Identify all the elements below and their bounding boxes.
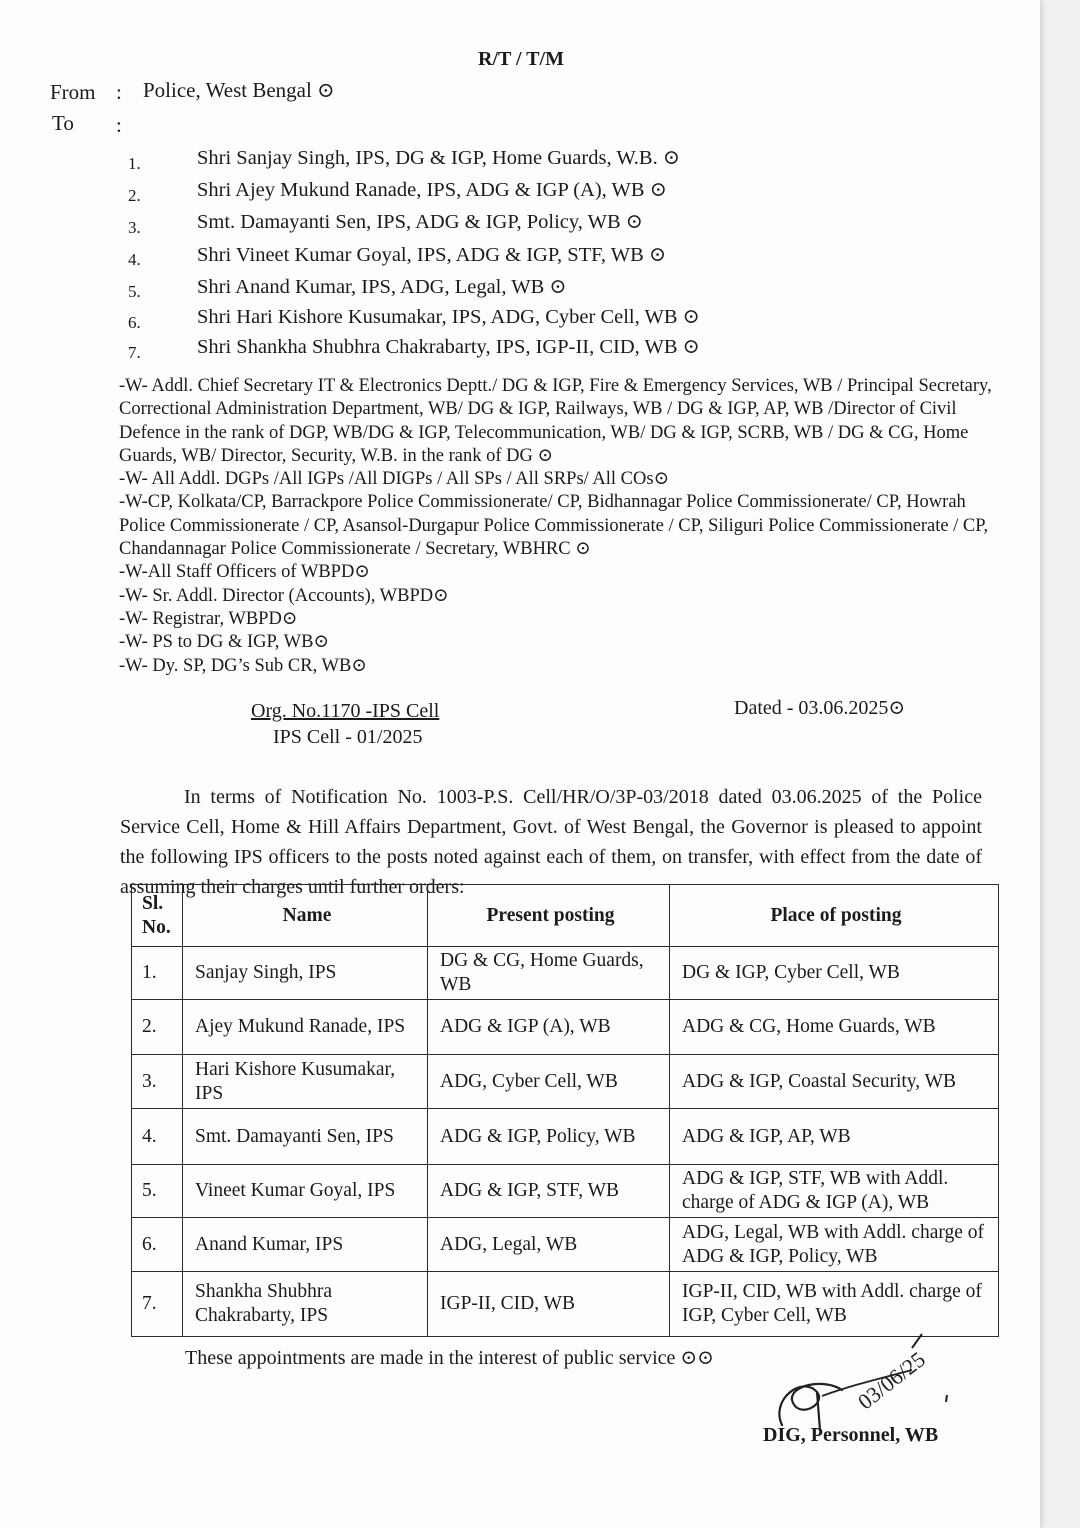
table-row [132,947,999,1000]
postings-table [131,884,999,1337]
table-cell: DG & IGP, Cyber Cell, WB [670,947,999,1000]
table-row [132,1109,999,1165]
table-cell: ADG & IGP (A), WB [428,1000,670,1055]
table-cell: 1. [132,947,183,1000]
recipient-number: 7. [128,343,141,362]
table-row [132,1055,999,1109]
column-header: Sl. No. [132,885,183,947]
table-cell: 7. [132,1272,183,1337]
table-cell: Shankha Shubhra Chakrabarty, IPS [183,1272,428,1337]
recipient-item: Shri Anand Kumar, IPS, ADG, Legal, WB ⊙ [197,276,567,298]
copy-to-item: -W-All Staff Officers of WBPD⊙ [119,562,370,583]
from-label: From [50,80,96,104]
closing-statement: These appointments are made in the interest of public service ⊙⊙ [185,1347,714,1369]
copy-to-item: -W- Addl. Chief Secretary IT & Electronics Deptt./ DG & IGP, Fire & Emergency Services, WB / Principal Secretary, Correctional Administration Department, WB/ DG & IGP, Railways, WB / DG & IGP, AP, WB /Director of Civil Defence in the rank of DGP, WB/DG & IGP, Telecommunication, WB/ DG & IGP, SCRB, WB / DG & CG, Home Guards, WB/ Director, Security, W.B. in the rank of DG ⊙ [119,376,992,466]
to-colon: : [116,113,122,137]
table-cell: 6. [132,1218,183,1272]
from-value: Police, West Bengal ⊙ [143,78,335,102]
column-header: Present posting [428,885,670,947]
table-cell: ADG & IGP, AP, WB [670,1109,999,1165]
table-cell: ADG, Legal, WB with Addl. charge of ADG & IGP, Policy, WB [670,1218,999,1272]
recipient-item: Shri Hari Kishore Kusumakar, IPS, ADG, Cyber Cell, WB ⊙ [197,306,700,328]
recipient-number: 3. [128,218,141,237]
table-row [132,1272,999,1337]
table-cell: Vineet Kumar Goyal, IPS [183,1165,428,1218]
recipient-item: Shri Ajey Mukund Ranade, IPS, ADG & IGP (A), WB ⊙ [197,179,667,201]
table-cell: Ajey Mukund Ranade, IPS [183,1000,428,1055]
table-cell: DG & CG, Home Guards, WB [428,947,670,1000]
table-cell: ADG & CG, Home Guards, WB [670,1000,999,1055]
from-colon: : [116,80,122,104]
recipient-number: 5. [128,282,141,301]
recipient-item: Smt. Damayanti Sen, IPS, ADG & IGP, Policy, WB ⊙ [197,211,643,233]
table-cell: Smt. Damayanti Sen, IPS [183,1109,428,1165]
copy-to-item: -W- Dy. SP, DG’s Sub CR, WB⊙ [119,655,367,676]
recipient-number: 1. [128,154,141,173]
signatory-title: DIG, Personnel, WB [763,1424,939,1446]
table-cell: 4. [132,1109,183,1165]
table-row [132,1218,999,1272]
copy-to-list [119,375,1004,678]
table-cell: 2. [132,1000,183,1055]
table-cell: IGP-II, CID, WB [428,1272,670,1337]
table-cell: ADG & IGP, Policy, WB [428,1109,670,1165]
table-row [132,1165,999,1218]
copy-to-item: -W- PS to DG & IGP, WB⊙ [119,632,329,653]
table-cell: 3. [132,1055,183,1109]
table-cell: IGP-II, CID, WB with Addl. charge of IGP, Cyber Cell, WB [670,1272,999,1337]
table-header-row [132,885,999,947]
recipient-item: Shri Sanjay Singh, IPS, DG & IGP, Home Guards, W.B. ⊙ [197,147,681,169]
signature-date: 03/06/25 [852,1346,930,1415]
copy-to-item: -W- All Addl. DGPs /All IGPs /All DIGPs / All SPs / All SRPs/ All COs⊙ [119,469,670,490]
copy-to-item: -W-CP, Kolkata/CP, Barrackpore Police Commissionerate/ CP, Bidhannagar Police Commissionerate/ CP, Howrah Police Commissionerate / CP, Asansol-Durgapur Police Commissionerate / CP, Siliguri Police Commissionerate / CP, Chandannagar Police Commissionerate / Secretary, WBHRC ⊙ [119,492,989,560]
recipient-item: Shri Shankha Shubhra Chakrabarty, IPS, IGP-II, CID, WB ⊙ [197,336,700,358]
column-header: Place of posting [670,885,999,947]
column-header: Name [183,885,428,947]
recipient-number: 2. [128,186,141,205]
classification-header: R/T / T/M [478,48,564,70]
recipient-number: 6. [128,313,141,332]
table-cell: Sanjay Singh, IPS [183,947,428,1000]
table-cell: ADG & IGP, Coastal Security, WB [670,1055,999,1109]
table-cell: ADG & IGP, STF, WB [428,1165,670,1218]
table-cell: ADG, Cyber Cell, WB [428,1055,670,1109]
table-cell: Anand Kumar, IPS [183,1218,428,1272]
copy-to-item: -W- Registrar, WBPD⊙ [119,608,298,629]
copy-to-item: -W- Sr. Addl. Director (Accounts), WBPD⊙ [119,585,449,606]
table-cell: 5. [132,1165,183,1218]
recipient-number: 4. [128,250,141,269]
table-cell: ADG & IGP, STF, WB with Addl. charge of ADG & IGP (A), WB [670,1165,999,1218]
table-cell: ADG, Legal, WB [428,1218,670,1272]
order-date: Dated - 03.06.2025⊙ [734,697,906,719]
table-cell: Hari Kishore Kusumakar, IPS [183,1055,428,1109]
ips-cell-reference: IPS Cell - 01/2025 [273,726,423,748]
table-row [132,1000,999,1055]
order-paragraph: In terms of Notification No. 1003-P.S. Cell/HR/O/3P-03/2018 dated 03.06.2025 of the Police Service Cell, Home & Hill Affairs Department, Govt. of West Bengal, the Governor is pleased to appoint the following IPS officers to the posts noted against each of them, on transfer, with effect from the date of assuming their charges until further orders: [120,786,982,898]
order-number: Org. No.1170 -IPS Cell [251,700,440,722]
to-label: To [52,111,74,135]
recipient-item: Shri Vineet Kumar Goyal, IPS, ADG & IGP, STF, WB ⊙ [197,244,667,266]
